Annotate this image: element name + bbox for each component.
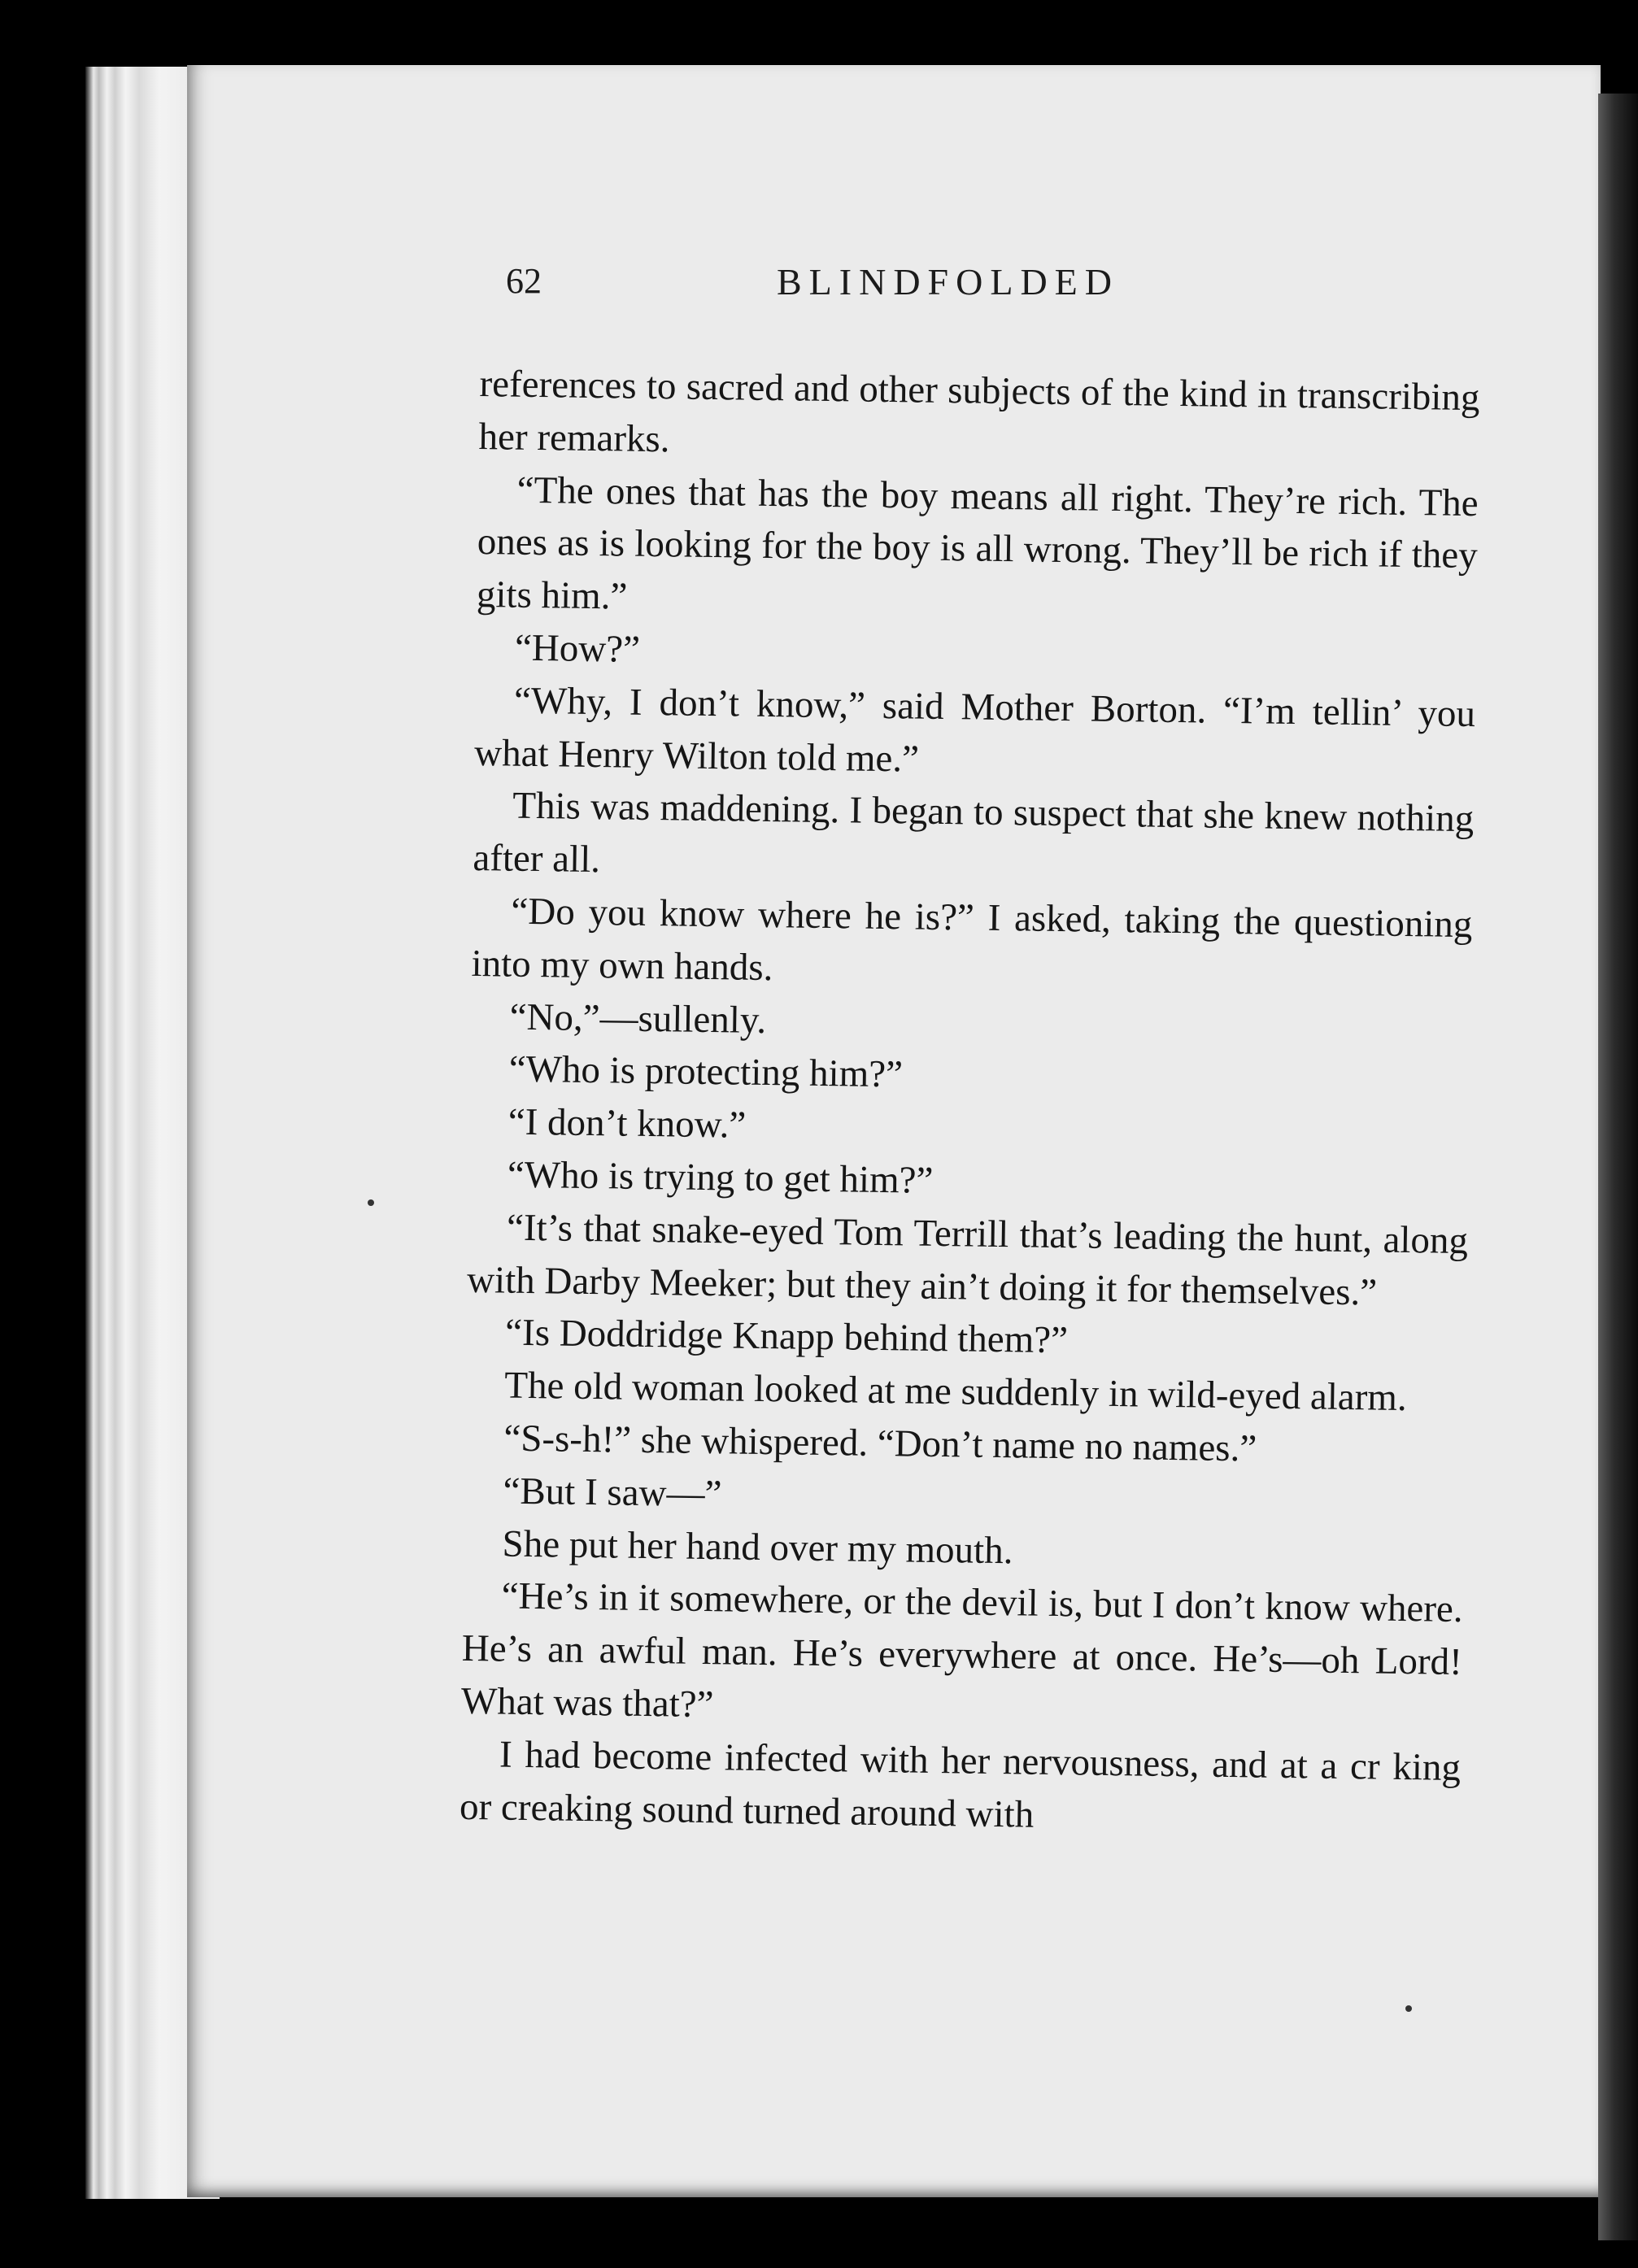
paragraph: “Why, I don’t know,” said Mother Borton. “I’m tellin’ you what Henry Wilton told me.” bbox=[473, 679, 1476, 781]
paragraph: “I don’t know.” bbox=[508, 1100, 747, 1147]
paragraph: “But I saw—” bbox=[503, 1469, 722, 1516]
paragraph: “S-s-h!” she whispered. “Don’t name no names.” bbox=[503, 1417, 1257, 1470]
paragraph: “It’s that snake-eyed Tom Terrill that’s leading the hunt, along with Darby Meeker; but they ain’t doing it for themselves.” bbox=[466, 1206, 1469, 1314]
paragraph: “Who is trying to get him?” bbox=[507, 1153, 934, 1202]
paragraph: “He’s in it somewhere, or the devil is, but I don’t know where. He’s an awful man. He’s everywhere at once. He’s—oh Lord! What was that?” bbox=[460, 1574, 1463, 1726]
paper-speck bbox=[1405, 2005, 1412, 2012]
book-right-edge bbox=[1598, 94, 1638, 2240]
paragraph: “Who is protecting him?” bbox=[508, 1047, 904, 1096]
paragraph: She put her hand over my mouth. bbox=[502, 1522, 1013, 1572]
paragraph: “Is Doddridge Knapp behind them?” bbox=[504, 1311, 1069, 1362]
paragraph: I had become infected with her nervousness, and at a cr king or creaking sound turned around with bbox=[459, 1733, 1462, 1836]
paragraph: references to sacred and other subjects of the kind in transcribing her remarks. bbox=[478, 362, 1480, 461]
paragraph: “The ones that has the boy means all right. They’re rich. The ones as is looking for the boy is all wrong. They’ll be rich if they gits him.” bbox=[476, 468, 1479, 618]
running-title: BLINDFOLDED bbox=[777, 261, 1119, 303]
page-number: 62 bbox=[506, 261, 542, 301]
paragraph: The old woman looked at me suddenly in wild-eyed alarm. bbox=[503, 1364, 1408, 1420]
paragraph: “How?” bbox=[514, 626, 641, 671]
page-header bbox=[506, 260, 1238, 333]
paper-speck bbox=[368, 1199, 374, 1206]
body-text bbox=[460, 358, 1480, 1847]
paragraph: “Do you know where he is?” I asked, taking the questioning into my own hands. bbox=[471, 890, 1473, 989]
paragraph: This was maddening. I began to suspect that she knew nothing after all. bbox=[473, 784, 1475, 882]
paragraph: “No,”—sullenly. bbox=[509, 995, 767, 1042]
